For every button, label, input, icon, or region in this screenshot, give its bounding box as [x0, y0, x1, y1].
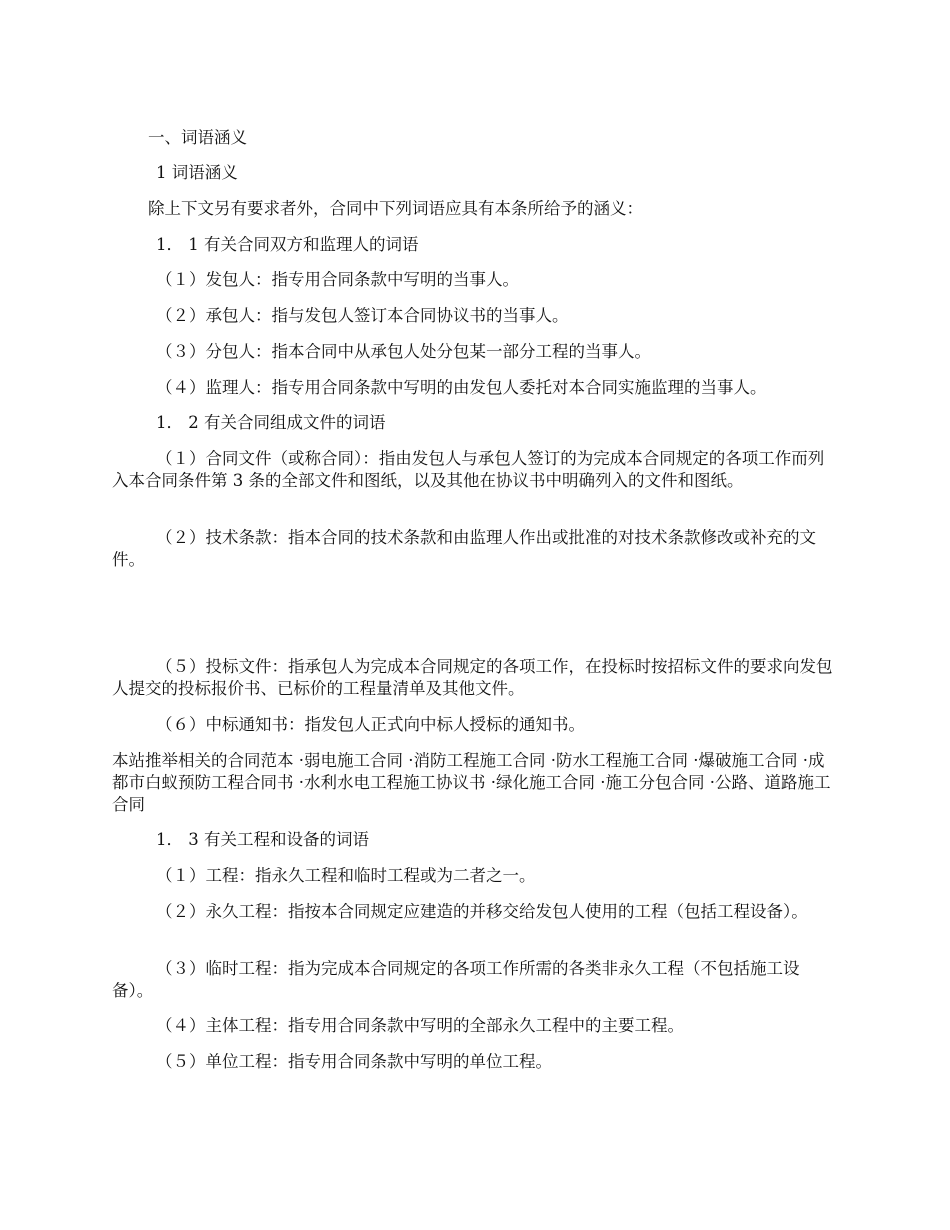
list-item: （４）主体工程：指专用合同条款中写明的全部永久工程中的主要工程。	[156, 1016, 684, 1035]
list-item: （５）投标文件：指承包人为完成本合同规定的各项工作，在投标时按招标文件的要求向发包人提交的投标报价书、已标价的工程量清单及其他文件。	[112, 657, 833, 698]
list-item: （６）中标通知书：指发包人正式向中标人授标的通知书。	[156, 715, 585, 734]
list-item: （１）发包人：指专用合同条款中写明的当事人。	[156, 270, 519, 289]
list-item: （３）临时工程：指为完成本合同规定的各项工作所需的各类非永久工程（不包括施工设备）。	[112, 959, 800, 1000]
list-item: （２）永久工程：指按本合同规定应建造的并移交给发包人使用的工程（包括工程设备）。	[156, 902, 808, 921]
section-1-3-title: 1． 3 有关工程和设备的词语	[156, 830, 369, 849]
list-item: （３）分包人：指本合同中从承包人处分包某一部分工程的当事人。	[156, 342, 651, 361]
list-item: （２）技术条款：指本合同的技术条款和由监理人作出或批准的对技术条款修改或补充的文件。	[112, 528, 816, 569]
list-item: （４）监理人：指专用合同条款中写明的由发包人委托对本合同实施监理的当事人。	[156, 378, 767, 397]
intro-paragraph: 除上下文另有要求者外，合同中下列词语应具有本条所给予的涵义：	[148, 199, 643, 218]
list-item: （１）合同文件（或称合同）：指由发包人与承包人签订的为完成本合同规定的各项工作而列入本合同条件第 3 条的全部文件和图纸，以及其他在协议书中明确列入的文件和图纸。	[112, 449, 825, 490]
subheading-words-meaning: 1 词语涵义	[156, 163, 238, 182]
list-item: （５）单位工程：指专用合同条款中写明的单位工程。	[156, 1052, 552, 1071]
heading-words-meaning: 一、词语涵义	[148, 128, 247, 147]
section-1-2-title: 1． 2 有关合同组成文件的词语	[156, 413, 386, 432]
list-item: （２）承包人：指与发包人签订本合同协议书的当事人。	[156, 306, 569, 325]
recommend-paragraph: 本站推举相关的合同范本 ·弱电施工合同 ·消防工程施工合同 ·防水工程施工合同 ·爆破施工合同 ·成都市白蚁预防工程合同书 ·水利水电工程施工协议书 ·绿化施工合同 ·施工分包合同 ·公路、道路施工合同	[112, 751, 831, 814]
list-item: （１）工程：指永久工程和临时工程或为二者之一。	[156, 866, 536, 885]
section-1-1-title: 1． 1 有关合同双方和监理人的词语	[156, 235, 419, 254]
